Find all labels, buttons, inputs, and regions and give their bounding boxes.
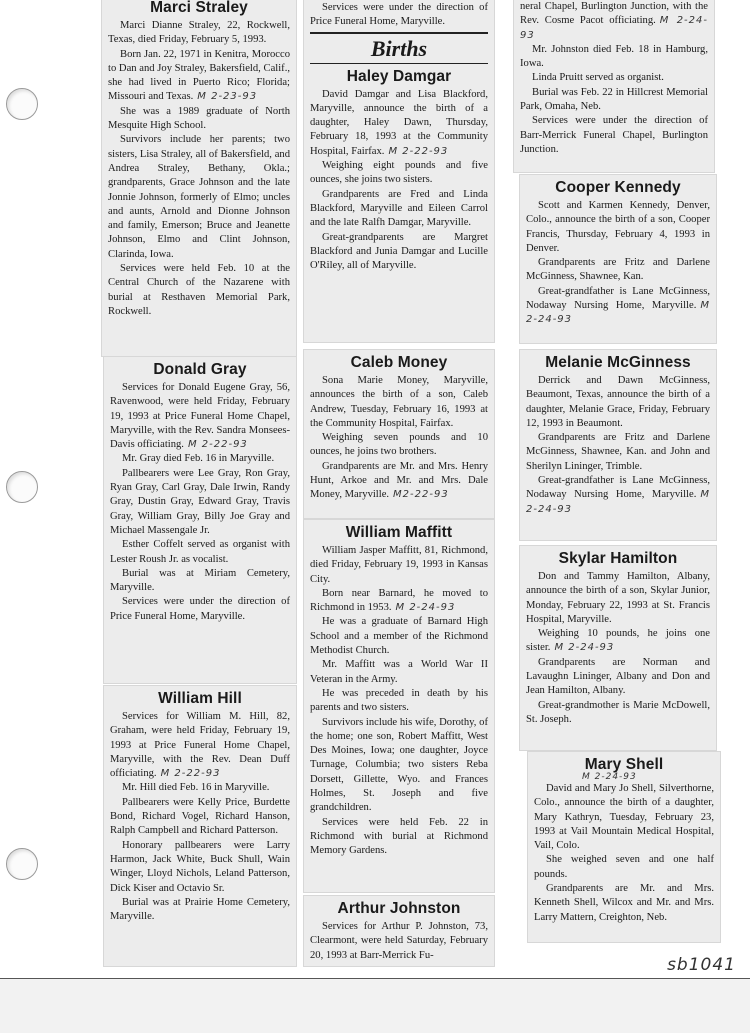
- handwritten-date-note: M 2-24-93: [395, 602, 456, 614]
- obituary-william-hill: [104, 686, 296, 966]
- paragraph: Burial was Feb. 22 in Hillcrest Memorial Park, Omaha, Neb.: [520, 86, 708, 113]
- paragraph: She weighed seven and one half pounds.: [534, 854, 714, 880]
- paragraph: David Damgar and Lisa Blackford, Maryville, announce the birth of a daughter, Haley Dawn, Thursday, February 18, 1993 at the Community Hospital, Fairfax. M 2-22-93: [310, 88, 488, 157]
- paragraph: Don and Tammy Hamilton, Albany, announce the birth of a son, Skylar Junior, Monday, February 22, 1993 at St. Francis Hospital, Maryville.: [526, 571, 710, 625]
- paragraph: Sona Marie Money, Maryville, announces the birth of a son, Caleb Andrew, Tuesday, February 16, 1993 at the Community Hospital, Fairfax.: [310, 375, 488, 429]
- paragraph: Great-grandparents are Margret Blackford and Junia Damgar and Lucille O'Riley, all of Maryville.: [310, 231, 488, 272]
- paragraph: Pallbearers were Kelly Price, Burdette Bond, Richard Vogel, Richard Hanson, Ralph Campbell and Richard Patterson.: [110, 796, 290, 837]
- handwritten-date-note: M 2-23-93: [197, 91, 258, 103]
- paragraph: Grandparents are Mr. and Mrs. Kenneth Shell, Wilcox and Mr. and Mrs. Larry Mattern, Creighton, Neb.: [534, 883, 714, 923]
- heading-marci-straley: Marci Straley: [150, 0, 248, 16]
- paragraph: Grandparents are Fred and Linda Blackford, Maryville and Eileen Carrol and the late Ralfh Damgar, Maryville.: [310, 188, 488, 229]
- obituary-marci-straley: [102, 0, 296, 356]
- paragraph: Services were held Feb. 10 at the Central Church of the Nazarene with burial at Resthaven Memorial Park, Rockwell.: [108, 263, 290, 317]
- paragraph: Weighing 10 pounds, he joins one sister. M 2-24-93: [526, 628, 710, 654]
- paragraph: Pallbearers were Lee Gray, Ron Gray, Ryan Gray, Carl Gray, Dale Irwin, Randy Gray, Dustin Gray, Edward Gray, Travis Gray, William Gray, Billy Joe Gray and Michael Massengale Jr.: [110, 467, 290, 536]
- heading-william-hill: William Hill: [158, 690, 242, 707]
- heading-william-maffitt: William Maffitt: [345, 524, 453, 541]
- paragraph: Honorary pallbearers were Larry Harmon, Jack White, Buck Shull, Wain Winger, Lloyd Nichols, Leland Patterson, Dick Kiser and Octavio Sr.: [110, 839, 290, 894]
- handwritten-date-note: M 2-22-93: [388, 145, 449, 157]
- paragraph: Born Jan. 22, 1971 in Kenitra, Morocco to Dan and Joy Straley, Bakersfield, Calif., she had lived in Puerto Rico; Florida; Missouri and Texas. M 2-23-93: [108, 48, 290, 103]
- birth-caleb-money: [304, 350, 494, 518]
- paragraph: Services were under the direction of Barr-Merrick Funeral Chapel, Burlington Junction.: [520, 115, 708, 155]
- paragraph: Burial was at Prairie Home Cemetery, Maryville.: [110, 896, 290, 923]
- paragraph: Derrick and Dawn McGinness, Beaumont, Texas, announce the birth of a daughter, Melanie Grace, Friday, February 12, 1993 in Beaumont.: [526, 375, 710, 429]
- paragraph: Services for Donald Eugene Gray, 56, Ravenwood, were held Friday, February 19, 1993 at Price Funeral Home Chapel, Maryville, with the Rev. Sandra Monsees-Davis officiating. M 2-22-93: [110, 382, 290, 451]
- heading-mary-shell: Mary Shell: [584, 756, 664, 773]
- births-section-title: Births: [310, 32, 488, 64]
- paragraph: Survivors include his wife, Dorothy, of the home; one son, Robert Maffitt, West Des Moines, Iowa; one daughter, Joyce Turnage, Columbia; two sisters Reba Dorsett, Gillette, Wyo. and Frances Holmes, St. Joseph and five grandchildren.: [310, 716, 488, 814]
- punch-hole-top: [6, 88, 38, 120]
- obituary-arthur-johnston: [304, 896, 494, 966]
- paragraph: Services were under the direction of Price Funeral Home, Maryville.: [310, 2, 488, 28]
- handwritten-date-note: M 2-24-93: [526, 300, 710, 326]
- paragraph: He was a graduate of Barnard High School and a member of the Richmond Methodist Church.: [310, 616, 488, 657]
- paragraph: Mr. Johnston died Feb. 18 in Hamburg, Iowa.: [520, 43, 708, 70]
- heading-skylar-hamilton: Skylar Hamilton: [558, 550, 678, 567]
- paragraph: Marci Dianne Straley, 22, Rockwell, Texas, died Friday, February 5, 1993.: [108, 20, 290, 46]
- obituary-william-maffitt: [304, 520, 494, 892]
- heading-cooper-kennedy: Cooper Kennedy: [555, 179, 681, 196]
- heading-caleb-money: Caleb Money: [350, 354, 448, 371]
- heading-haley-damgar: Haley Damgar: [346, 67, 452, 85]
- handwritten-date-note: M 2-24-93: [554, 642, 615, 654]
- birth-mary-shell: [528, 752, 720, 942]
- paragraph: Great-grandfather is Lane McGinness, Nodaway Nursing Home, Maryville. M 2-24-93: [526, 475, 710, 515]
- paragraph: She was a 1989 graduate of North Mesquite High School.: [108, 105, 290, 132]
- paragraph: Services were held Feb. 22 in Richmond with burial at Richmond Memory Gardens.: [310, 816, 488, 857]
- paragraph: Weighing eight pounds and five ounces, she joins two sisters.: [310, 160, 488, 186]
- paragraph: neral Chapel, Burlington Junction, with the Rev. Cosme Pacot officiating. M 2-24-93: [520, 1, 708, 41]
- handwritten-date-note: M 2-22-93: [160, 768, 221, 780]
- paragraph: Great-grandmother is Marie McDowell, St. Joseph.: [526, 699, 710, 725]
- birth-skylar-hamilton: [520, 546, 716, 750]
- paragraph: Linda Pruitt served as organist.: [532, 72, 664, 84]
- obituary-donald-gray: [104, 357, 296, 683]
- paragraph: Scott and Karmen Kennedy, Denver, Colo., announce the birth of a son, Cooper Francis, Thursday, February 4, 1993 in Denver.: [526, 200, 710, 254]
- obituary-arthur-johnston-continued: [514, 0, 714, 172]
- paragraph: Mr. Gray died Feb. 16 in Maryville.: [122, 453, 275, 465]
- handwritten-date-note: M2-22-93: [393, 489, 449, 501]
- paragraph: Services were under the direction of Price Funeral Home, Maryville.: [110, 596, 290, 622]
- paragraph: Weighing seven pounds and 10 ounces, he joins two brothers.: [310, 432, 488, 458]
- paragraph: Mr. Maffitt was a World War II Veteran in the Army.: [310, 659, 488, 685]
- punch-hole-middle: [6, 471, 38, 503]
- paragraph: Great-grandfather is Lane McGinness, Nodaway Nursing Home, Maryville. M 2-24-93: [526, 285, 710, 326]
- handwritten-date-note: M 2-24-93: [520, 15, 708, 41]
- handwritten-date-note: M 2-24-93: [582, 772, 637, 782]
- scanner-background: [0, 979, 750, 1033]
- paragraph: Mr. Hill died Feb. 16 in Maryville.: [122, 782, 270, 794]
- paragraph: Grandparents are Fritz and Darlene McGinness, Shawnee, Kan.: [526, 257, 710, 283]
- heading-melanie-mcginness: Melanie McGinness: [545, 354, 691, 371]
- heading-arthur-johnston: Arthur Johnston: [337, 900, 461, 917]
- paragraph: David and Mary Jo Shell, Silverthorne, Colo., announce the birth of a daughter, Mary Kathryn, Tuesday, February 23, 1993 at Vail Mountain Medical Hospital, Vail, Colo.: [534, 783, 714, 852]
- births-section-haley-damgar: [304, 0, 494, 342]
- paragraph: Born near Barnard, he moved to Richmond in 1953. M 2-24-93: [310, 587, 488, 614]
- handwritten-date-note: M 2-24-93: [526, 489, 710, 515]
- paragraph: Grandparents are Fritz and Darlene McGinness, Shawnee, Kan. and John and Sherilyn Lininger, Trimble.: [526, 432, 710, 472]
- heading-donald-gray: Donald Gray: [153, 361, 247, 378]
- paragraph: William Jasper Maffitt, 81, Richmond, died Friday, February 19, 1993 in Kansas City.: [310, 545, 488, 585]
- paragraph: Services for William M. Hill, 82, Graham, were held Friday, February 19, 1993 at Price Funeral Home Chapel, Maryville, with the Rev. Dean Duff officiating. M 2-22-93: [110, 711, 290, 780]
- catalog-id: sb1041: [667, 955, 736, 975]
- paragraph: Services for Arthur P. Johnston, 73, Clearmont, were held Saturday, February 20, 1993 at Barr-Merrick Fu-: [310, 921, 488, 961]
- paragraph: He was preceded in death by his parents and two sisters.: [310, 687, 488, 714]
- birth-cooper-kennedy: [520, 175, 716, 343]
- paragraph: Grandparents are Mr. and Mrs. Henry Hunt, Arkoe and Mr. and Mrs. Dale Money, Maryville. M2-22-93: [310, 460, 488, 501]
- handwritten-date-note: M 2-22-93: [187, 439, 248, 451]
- paragraph: Esther Coffelt served as organist with Lester Roush Jr. as vocalist.: [110, 539, 290, 565]
- birth-melanie-mcginness: [520, 350, 716, 540]
- paragraph: Survivors include her parents; two sisters, Lisa Straley, all of Bakersfield, and Andrea Straley, Bethany, Okla.; grandparents, Grace Johnson and the late Jonnie Johnson, formerly of Elmo; uncles and aunts, Arnold and Dionne Johnson and family, Emerson; Bruce and Jeanette Johnson, Elmo and Clint Johnson, Clarinda, Iowa.: [108, 134, 290, 260]
- punch-hole-bottom: [6, 848, 38, 880]
- paragraph: Grandparents are Norman and Lavaughn Lininger, Albany and Don and Jean Hamilton, Albany.: [526, 656, 710, 697]
- paragraph: Burial was at Miriam Cemetery, Maryville.: [110, 567, 290, 594]
